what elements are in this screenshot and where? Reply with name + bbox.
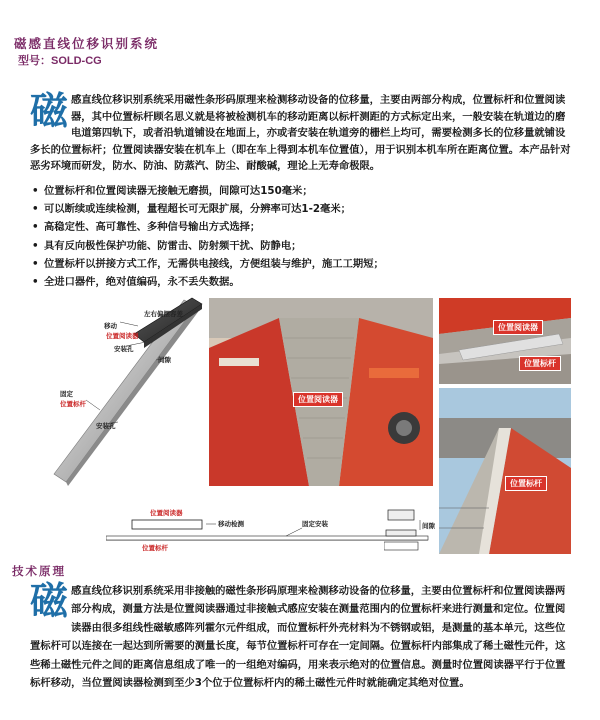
diagram-mount-hole-top: 安装孔: [114, 345, 134, 353]
install-reader-label: 位置阅读器: [150, 509, 183, 517]
install-rod-label: 位置标杆: [142, 544, 168, 552]
diagram-rod-label: 位置标杆: [60, 400, 86, 408]
feature-item: • 位置标杆以拼接方式工作，无需供电接线，方便组装与维护，施工工期短；: [30, 255, 570, 273]
principle-dropcap: 磁: [30, 578, 69, 623]
product-diagram: [34, 296, 206, 488]
diagram-gap-label: 间隙: [158, 356, 171, 364]
photo-closeup-reader-tag: 位置阅读器: [493, 320, 543, 335]
diagram-fixed-label: 固定: [60, 390, 73, 398]
diagram-moving-label: 移动: [104, 322, 117, 330]
diagram-swap-label: 左右偏摆容差: [144, 310, 183, 318]
principle-text: 感直线位移识别系统采用非接触的磁性条形码原理来检测移动设备的位移量，主要由位置标杆和位置阅读器两部分构成，测量方法是位置阅读器通过非接触式感应安装在测量范围内的位置标杆来进行测量和定位。位置阅读器由很多组线性磁敏感阵列霍尔元件组成，而位置标杆外壳材料为不锈钢或铝，是测量的基本单元，这些位置标杆可以连接在一起达到所需要的测量长度，每节位置标杆可存在一定间隔。位置标杆内部集成了稀土磁性元件，这些稀土磁性元件之间的距离信息组成了唯一的一组绝对编码，用来表示绝对的位置信息。测量时位置阅读器平行于位置标杆移动，当位置阅读器检测到至少3个位于位置标杆内的稀土磁性元件时就能确定其绝对位置。: [30, 585, 566, 690]
installation-photo-track: [439, 388, 571, 554]
feature-item: • 全进口器件，绝对值编码，永不丢失数据。: [30, 273, 570, 291]
feature-list: [30, 182, 570, 291]
feature-item: • 位置标杆和位置阅读器无接触无磨损，间隙可达150毫米；: [30, 182, 570, 200]
photo-closeup-rod-tag: 位置标杆: [519, 356, 561, 371]
feature-item: • 具有反向极性保护功能、防雷击、防射频干扰、防静电；: [30, 237, 570, 255]
intro-paragraph: [30, 88, 572, 175]
feature-item: • 高稳定性、高可靠性、多种信号输出方式选择；: [30, 218, 570, 236]
install-move-label: 移动检测: [218, 520, 244, 528]
intro-text: 感直线位移识别系统采用磁性条形码原理来检测移动设备的位移量，主要由两部分构成，位置标杆和位置阅读器，其中位置标杆顾名思义就是将被检测机车的移动距离以标杆测距的方式标定出来，一般安装在轨道边的磨电道第四轨下，或者沿轨道铺设在地面上，亦或者安装在轨道旁的栅栏上均可，需要检测多长的位移量就铺设多长的位置标杆；位置阅读器安装在机车上（即在车上得到本机车位置值），用于识别本机车所在距离位置。本产品针对恶劣环境而研发，防水、防油、防蒸汽、防尘、耐酸碱，理论上无寿命极限。: [30, 94, 571, 172]
installation-photo-main: [209, 298, 433, 486]
intro-dropcap: 磁: [30, 88, 69, 133]
photo-track-rod-tag: 位置标杆: [505, 476, 547, 491]
install-fixed-label: 固定安装: [302, 520, 328, 528]
model-number: 型号：SOLD-CG: [18, 55, 102, 67]
feature-item: • 可以断续或连续检测，量程超长可无限扩展，分辨率可达1-2毫米；: [30, 200, 570, 218]
photo-reader-tag: 位置阅读器: [293, 392, 343, 407]
diagram-reader-label: 位置阅读器: [106, 332, 139, 340]
principle-paragraph: [30, 578, 572, 692]
cross-gap-label: 间隙: [422, 522, 435, 530]
cross-section-diagram: [384, 506, 436, 552]
diagram-mount-hole-bottom: 安装孔: [96, 422, 116, 430]
installation-photo-closeup: [439, 298, 571, 384]
page-title: 磁感直线位移识别系统: [14, 36, 160, 51]
principle-title: 技术原理: [12, 564, 66, 578]
